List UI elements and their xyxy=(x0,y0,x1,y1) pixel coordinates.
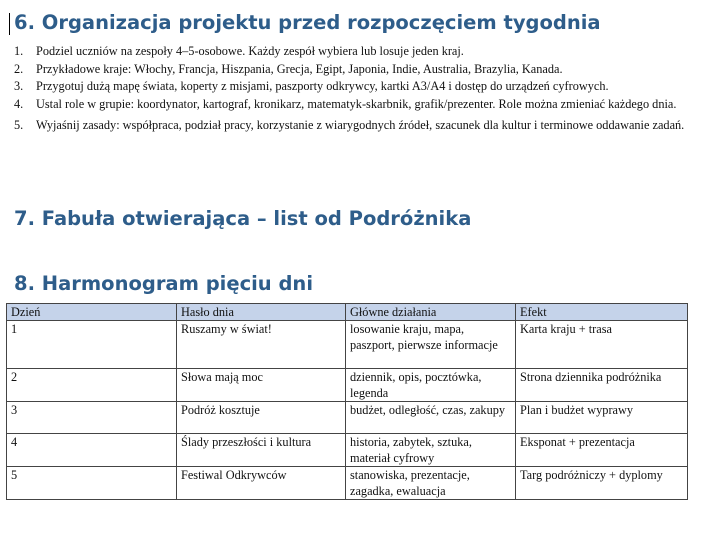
text-cursor xyxy=(9,13,10,35)
list-item: 1. Podziel uczniów na zespoły 4–5-osobowe. Każdy zespół wybiera lub losuje jeden kraj. xyxy=(14,44,464,58)
list-item: 4. Ustal role w grupie: koordynator, kartograf, kronikarz, matematyk-skarbnik, grafik/prezenter. Role można zmieniać każdego dnia. xyxy=(14,96,677,111)
table-cell: Ślady przeszłości i kultura xyxy=(177,434,346,467)
table-cell: dziennik, opis, pocztówka, legenda xyxy=(346,369,516,402)
section-8-heading: 8. Harmonogram pięciu dni xyxy=(14,272,314,295)
column-header-activities: Główne działania xyxy=(346,304,516,321)
column-header-motto: Hasło dnia xyxy=(177,304,346,321)
organization-steps-list xyxy=(14,43,704,135)
table-cell: 1 xyxy=(7,321,177,369)
table-row xyxy=(7,402,688,434)
table-row xyxy=(7,434,688,467)
table-cell: losowanie kraju, mapa, paszport, pierwsze informacje xyxy=(346,321,516,369)
schedule-table xyxy=(6,303,688,500)
table-cell: Plan i budżet wyprawy xyxy=(516,402,688,434)
table-cell: Ruszamy w świat! xyxy=(177,321,346,369)
table-row xyxy=(7,369,688,402)
table-cell: 4 xyxy=(7,434,177,467)
column-header-result: Efekt xyxy=(516,304,688,321)
table-cell: Podróż kosztuje xyxy=(177,402,346,434)
table-cell: budżet, odległość, czas, zakupy xyxy=(346,402,516,434)
table-cell: Targ podróżniczy + dyplomy xyxy=(516,467,688,500)
table-cell: Karta kraju + trasa xyxy=(516,321,688,369)
table-cell: 2 xyxy=(7,369,177,402)
table-cell: Strona dziennika podróżnika xyxy=(516,369,688,402)
table-cell: Festiwal Odkrywców xyxy=(177,467,346,500)
list-item: 5. Wyjaśnij zasady: współpraca, podział pracy, korzystanie z wiarygodnych źródeł, szacunek dla kultur i terminowe oddawanie zadań. xyxy=(14,118,685,132)
table-cell: 3 xyxy=(7,402,177,434)
section-7-heading: 7. Fabuła otwierająca – list od Podróżnika xyxy=(14,207,472,230)
table-header-row xyxy=(7,304,688,321)
table-row xyxy=(7,467,688,500)
column-header-day: Dzień xyxy=(7,304,177,321)
table-cell: Słowa mają moc xyxy=(177,369,346,402)
table-cell: 5 xyxy=(7,467,177,500)
table-row xyxy=(7,321,688,369)
section-6-heading: 6. Organizacja projektu przed rozpoczęciem tygodnia xyxy=(14,11,601,34)
list-item: 3. Przygotuj dużą mapę świata, koperty z misjami, paszporty odkrywcy, kartki A3/A4 i dostęp do urządzeń cyfrowych. xyxy=(14,79,609,93)
list-item: 2. Przykładowe kraje: Włochy, Francja, Hiszpania, Grecja, Egipt, Japonia, Indie, Australia, Brazylia, Kanada. xyxy=(14,61,563,76)
table-cell: Eksponat + prezentacja xyxy=(516,434,688,467)
table-cell: stanowiska, prezentacje, zagadka, ewaluacja xyxy=(346,467,516,500)
table-cell: historia, zabytek, sztuka, materiał cyfrowy xyxy=(346,434,516,467)
